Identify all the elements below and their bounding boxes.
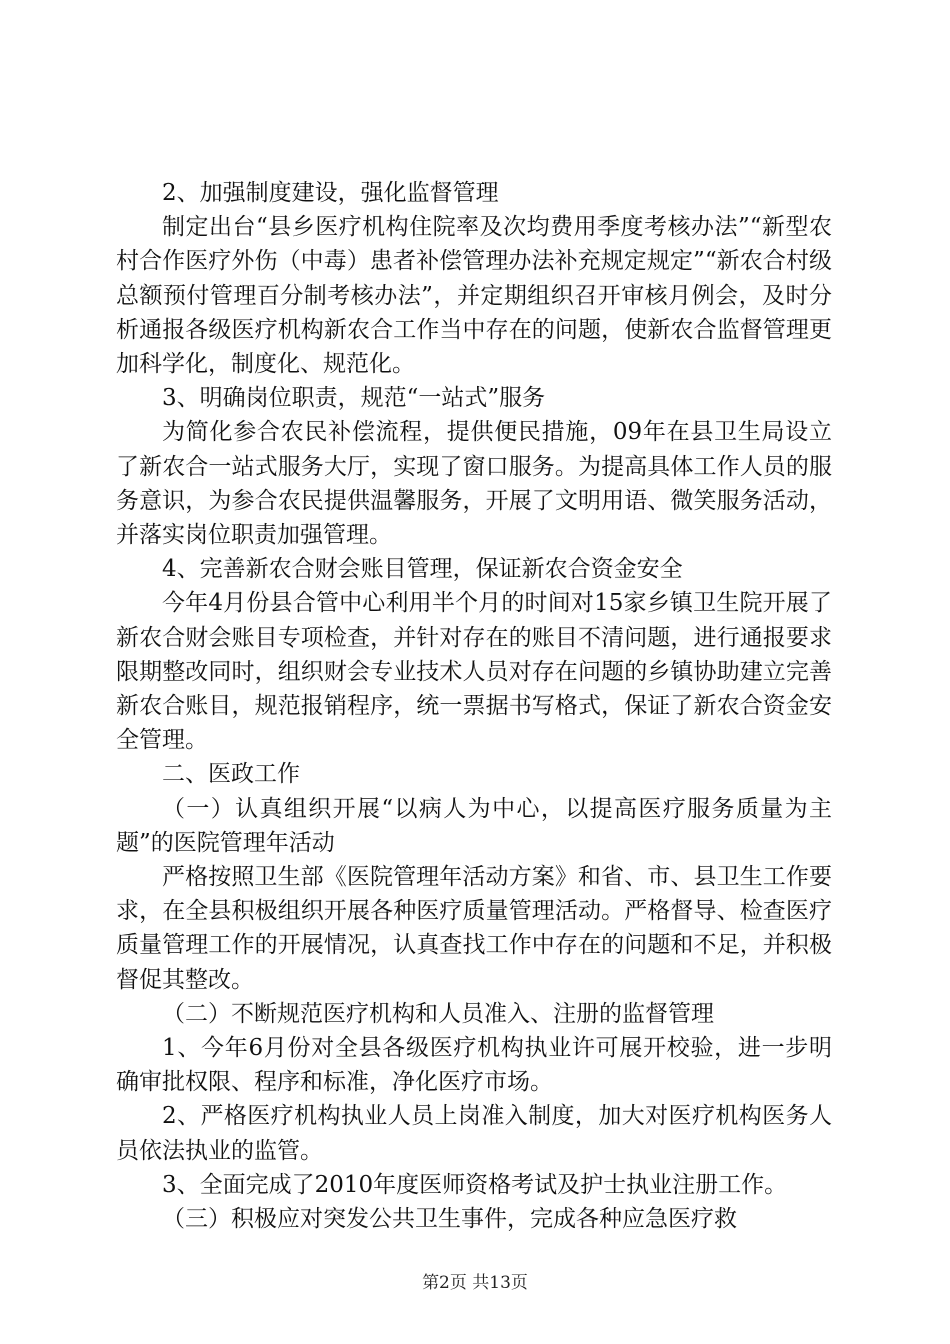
paragraph-14: （三）积极应对突发公共卫生事件，完成各种应急医疗救 [162, 1206, 737, 1233]
paragraph-5: 4、完善新农合财会账目管理，保证新农合资金安全 [162, 556, 683, 583]
paragraph-1: 2、加强制度建设，强化监督管理 [162, 180, 499, 206]
paragraph-4: 为简化参合农民补偿流程，提供便民措施，09年在县卫生局设立了新农合一站式服务大厅，实现了窗口服务。为提高具体工作人员的服务意识，为参合农民提供温馨服务，开展了文明用语、微笑服务活动，并落实岗位职责加强管理。 [116, 419, 832, 549]
document-body [116, 176, 832, 1236]
paragraph-8: （一）认真组织开展“以病人为中心，以提高医疗服务质量为主题”的医院管理年活动 [116, 795, 832, 856]
paragraph-13: 3、全面完成了2010年度医师资格考试及护士执业注册工作。 [162, 1171, 788, 1198]
paragraph-6: 今年4月份县合管中心利用半个月的时间对15家乡镇卫生院开展了新农合财会账目专项检查，并针对存在的账目不清问题，进行通报要求限期整改同时，组织财会专业技术人员对存在问题的乡镇协助建立完善新农合账目，规范报销程序，统一票据书写格式，保证了新农合资金安全管理。 [116, 590, 832, 754]
paragraph-7: 二、医政工作 [162, 761, 300, 788]
page-footer: 第2页 共13页 [422, 1273, 528, 1293]
paragraph-3: 3、明确岗位职责，规范“一站式”服务 [162, 385, 546, 412]
paragraph-11: 1、今年6月份对全县各级医疗机构执业许可展开校验，进一步明确审批权限、程序和标准，净化医疗市场。 [116, 1035, 832, 1096]
paragraph-9: 严格按照卫生部《医院管理年活动方案》和省、市、县卫生工作要求，在全县积极组织开展各种医疗质量管理活动。严格督导、检查医疗质量管理工作的开展情况，认真查找工作中存在的问题和不足，并积极督促其整改。 [116, 864, 832, 993]
paragraph-10: （二）不断规范医疗机构和人员准入、注册的监督管理 [162, 1000, 714, 1027]
paragraph-2: 制定出台“县乡医疗机构住院率及次均费用季度考核办法”“新型农村合作医疗外伤（中毒）患者补偿管理办法补充规定规定”“新农合村级总额预付管理百分制考核办法”，并定期组织召开审核月例会，及时分析通报各级医疗机构新农合工作当中存在的问题，使新农合监督管理更加科学化，制度化、规范化。 [116, 214, 832, 378]
paragraph-12: 2、严格医疗机构执业人员上岗准入制度，加大对医疗机构医务人员依法执业的监管。 [116, 1103, 832, 1164]
